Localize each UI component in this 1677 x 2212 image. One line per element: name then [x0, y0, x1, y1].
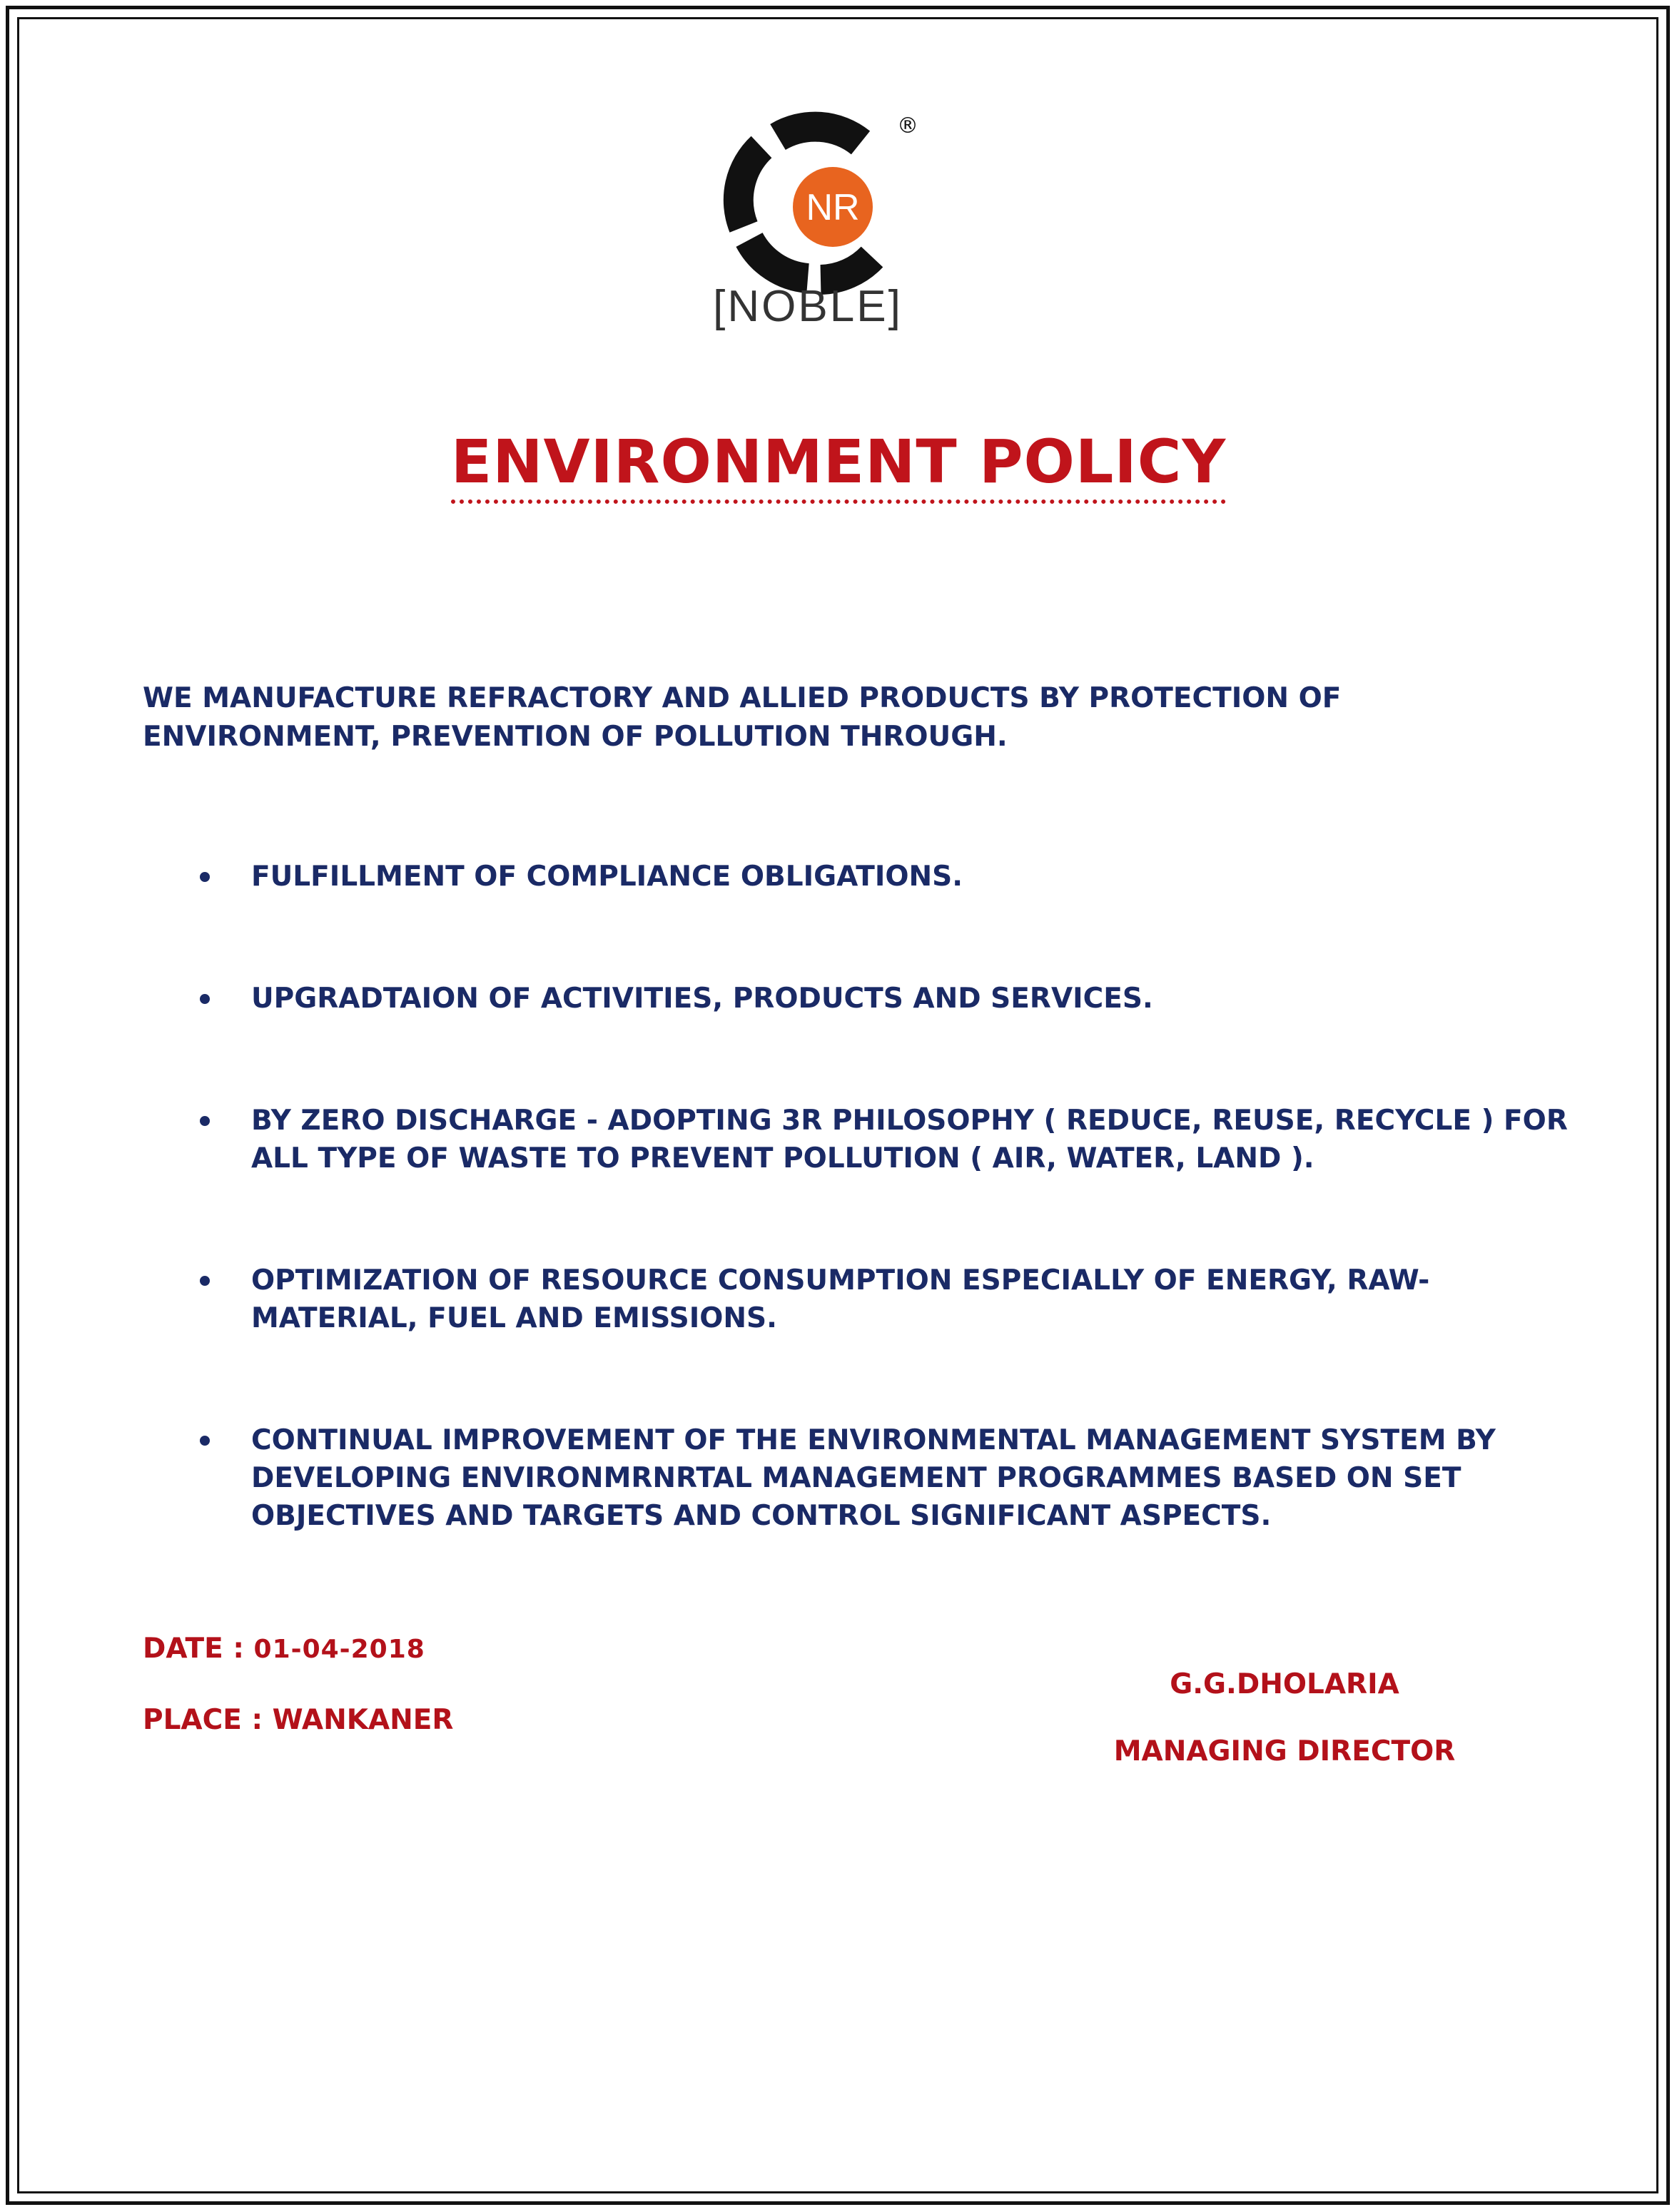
policy-point [200, 1262, 1570, 1337]
footer-date-place [143, 1633, 453, 1775]
registered-mark: ® [897, 113, 918, 138]
company-logo [694, 107, 938, 335]
bullet-icon [200, 872, 210, 882]
bullet-icon [200, 1436, 210, 1446]
policy-point-text: BY ZERO DISCHARGE - ADOPTING 3R PHILOSOPHY ( REDUCE, REUSE, RECYCLE ) FOR ALL TYPE OF WASTE TO PREVENT POLLUTION ( AIR, WATER, LAND ). [251, 1105, 1568, 1175]
bullet-icon [200, 994, 210, 1004]
noble-logo-icon [694, 107, 938, 335]
policy-point [200, 1102, 1570, 1177]
date-label: DATE : [143, 1633, 254, 1665]
intro-paragraph: WE MANUFACTURE REFRACTORY AND ALLIED PRODUCTS BY PROTECTION OF ENVIRONMENT, PREVENTION OF POLLUTION THROUGH. [143, 682, 1342, 753]
policy-point [200, 1421, 1570, 1535]
date-value: 01-04-2018 [253, 1635, 425, 1664]
policy-point-text: OPTIMIZATION OF RESOURCE CONSUMPTION ESPECIALLY OF ENERGY, RAW-MATERIAL, FUEL AND EMISSIONS. [251, 1264, 1430, 1334]
signatory-block [1085, 1668, 1484, 1802]
policy-point-text: UPGRADTAION OF ACTIVITIES, PRODUCTS AND SERVICES. [251, 983, 1153, 1015]
place-line [143, 1704, 453, 1742]
logo-brand-text: [NOBLE] [713, 282, 903, 331]
bullet-icon [200, 1276, 210, 1286]
page-title [0, 427, 1677, 504]
place-label: PLACE : [143, 1704, 273, 1736]
policy-point [200, 858, 1570, 896]
date-line [143, 1633, 453, 1671]
page-title-text: ENVIRONMENT POLICY [451, 427, 1226, 504]
policy-point-text: CONTINUAL IMPROVEMENT OF THE ENVIRONMENTAL MANAGEMENT SYSTEM BY DEVELOPING ENVIRONMRNRTAL MANAGEMENT PROGRAMMES BASED ON SET OBJECTIVES AND TARGETS AND CONTROL SIGNIFICANT ASPECTS. [251, 1424, 1496, 1532]
place-value: WANKANER [272, 1704, 454, 1736]
policy-point-text: FULFILLMENT OF COMPLIANCE OBLIGATIONS. [251, 861, 963, 893]
logo-monogram: NR [806, 187, 860, 228]
policy-points-list [200, 858, 1570, 1619]
policy-point [200, 980, 1570, 1018]
bullet-icon [200, 1116, 210, 1126]
signatory-title: MANAGING DIRECTOR [1113, 1735, 1456, 1767]
signatory-name: G.G.DHOLARIA [1170, 1668, 1399, 1700]
